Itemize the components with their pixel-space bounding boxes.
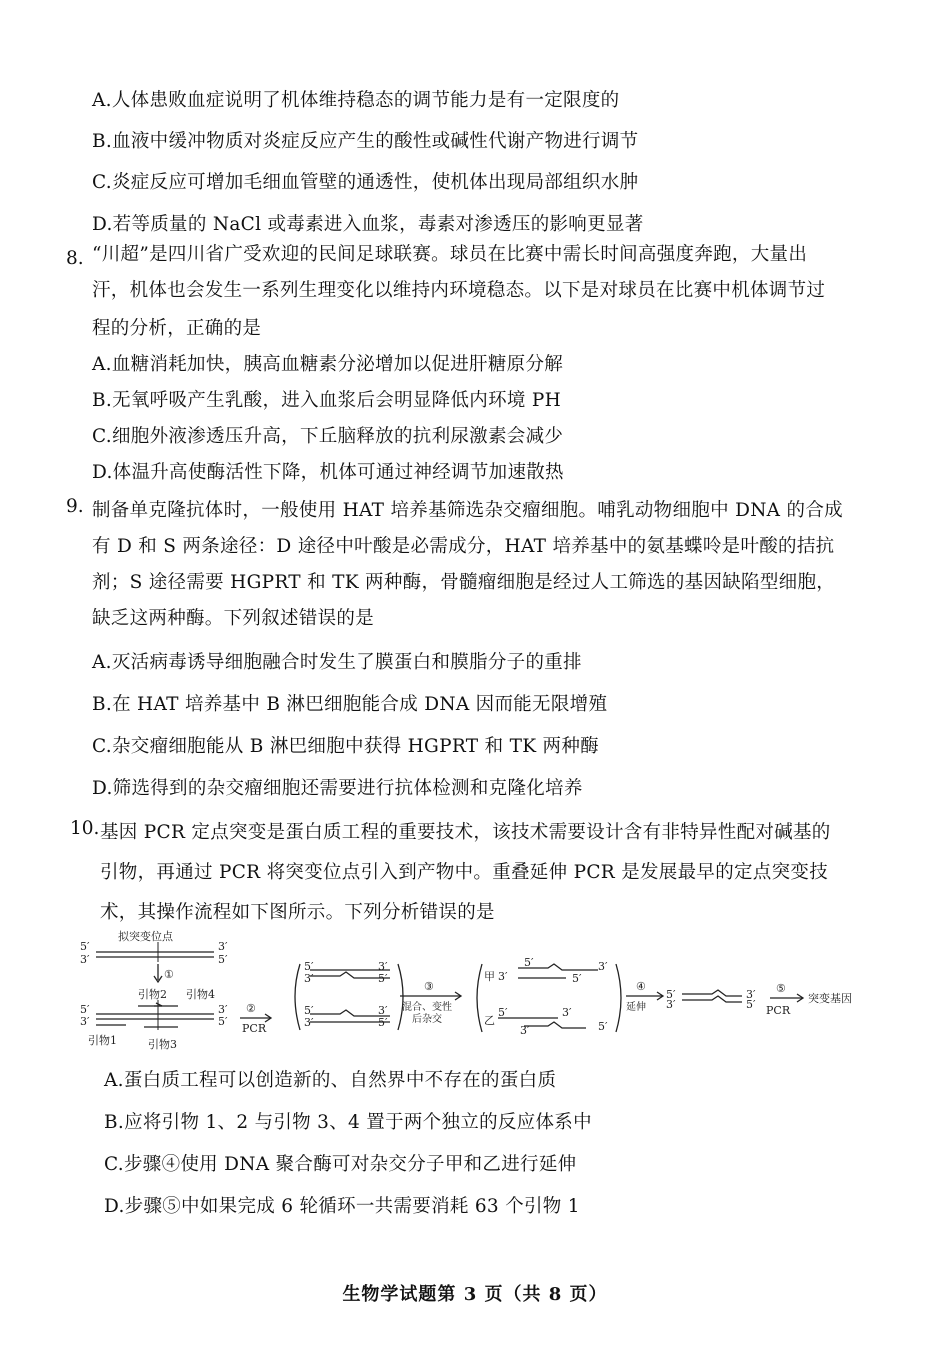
- diagram-step3: ③: [424, 980, 434, 993]
- diagram-mix-label: 混合、变性: [402, 1002, 452, 1013]
- diagram-label-5prime: 5′: [378, 1016, 388, 1029]
- diagram-yi-label: 乙: [484, 1014, 495, 1027]
- diagram-label-3prime: 3′: [378, 960, 388, 973]
- diagram-label-5prime: 5′: [666, 988, 676, 1001]
- overlap-extension-pcr-diagram: [78, 926, 878, 1056]
- q10-option-c: C.步骤④使用 DNA 聚合酶可对杂交分子甲和乙进行延伸: [104, 1154, 577, 1175]
- q10-option-b: B.应将引物 1、2 与引物 3、4 置于两个独立的反应体系中: [104, 1112, 592, 1133]
- diagram-label-3prime: 3′: [666, 998, 676, 1011]
- q10-option-d: D.步骤⑤中如果完成 6 轮循环一共需要消耗 63 个引物 1: [104, 1196, 580, 1217]
- diagram-label-5prime: 5′: [218, 1015, 228, 1028]
- q10-stem-line1: 基因 PCR 定点突变是蛋白质工程的重要技术，该技术需要设计含有非特异性配对碱基的: [100, 822, 831, 843]
- q8-option-a: A.血糖消耗加快，胰高血糖素分泌增加以促进肝糖原分解: [92, 354, 564, 375]
- diagram-label-5prime: 5′: [378, 972, 388, 985]
- page-footer: 生物学试题第 3 页（共 8 页）: [342, 1284, 608, 1305]
- q8-stem-line3: 程的分析，正确的是: [92, 318, 262, 339]
- diagram-label-3prime: 3′: [80, 1015, 90, 1028]
- diagram-label-5prime: 5′: [498, 1006, 508, 1019]
- diagram-primer3: 引物3: [148, 1038, 177, 1051]
- diagram-label-3prime: 3′: [520, 1024, 530, 1037]
- q7-option-a: A.人体患败血症说明了机体维持稳态的调节能力是有一定限度的: [92, 90, 620, 111]
- diagram-label-3prime: 3′: [598, 960, 608, 973]
- q7-option-b: B.血液中缓冲物质对炎症反应产生的酸性或碱性代谢产物进行调节: [92, 131, 639, 152]
- q9-stem-line4: 缺乏这两种酶。下列叙述错误的是: [92, 608, 375, 629]
- diagram-mutation-site: 拟突变位点: [118, 930, 173, 943]
- diagram-label-5prime: 5′: [218, 953, 228, 966]
- q9-option-a: A.灭活病毒诱导细胞融合时发生了膜蛋白和膜脂分子的重排: [92, 652, 582, 673]
- diagram-label-3prime: 3′: [304, 972, 314, 985]
- q10-stem-line2: 引物，再通过 PCR 将突变位点引入到产物中。重叠延伸 PCR 是发展最早的定点突变技: [100, 862, 828, 883]
- diagram-label-5prime: 5′: [746, 998, 756, 1011]
- q8-option-b: B.无氧呼吸产生乳酸，进入血浆后会明显降低内环境 PH: [92, 390, 562, 411]
- q9-option-c: C.杂交瘤细胞能从 B 淋巴细胞中获得 HGPRT 和 TK 两种酶: [92, 736, 599, 757]
- diagram-primer4: 引物4: [186, 988, 215, 1001]
- q9-number: 9.: [66, 496, 84, 517]
- diagram-label-5prime: 5′: [80, 940, 90, 953]
- q10-option-a: A.蛋白质工程可以创造新的、自然界中不存在的蛋白质: [104, 1070, 557, 1091]
- q9-option-d: D.筛选得到的杂交瘤细胞还需要进行抗体检测和克隆化培养: [92, 778, 583, 799]
- q10-stem-line3: 术，其操作流程如下图所示。下列分析错误的是: [100, 902, 495, 923]
- diagram-step5: ⑤: [776, 982, 786, 995]
- q8-option-c: C.细胞外液渗透压升高，下丘脑释放的抗利尿激素会减少: [92, 426, 564, 447]
- q9-stem-line3: 剂；S 途径需要 HGPRT 和 TK 两种酶，骨髓瘤细胞是经过人工筛选的基因缺陷型细胞，: [92, 572, 836, 593]
- diagram-extend-label: 延伸: [626, 1002, 646, 1013]
- q9-stem-line2: 有 D 和 S 两条途径：D 途径中叶酸是必需成分，HAT 培养基中的氨基蝶呤是叶酸的拮抗: [92, 536, 835, 557]
- diagram-step4: ④: [636, 980, 646, 993]
- diagram-label-3prime: 3′: [218, 1003, 228, 1016]
- diagram-label-3prime: 3′: [304, 1016, 314, 1029]
- q8-stem-line2: 汗，机体也会发生一系列生理变化以维持内环境稳态。以下是对球员在比赛中机体调节过: [92, 280, 826, 301]
- diagram-label-3prime: 3′: [218, 940, 228, 953]
- diagram-label-3prime: 3′: [378, 1004, 388, 1017]
- q8-option-d: D.体温升高使酶活性下降，机体可通过神经调节加速散热: [92, 462, 564, 483]
- diagram-label-5prime: 5′: [598, 1020, 608, 1033]
- diagram-label-3prime: 3′: [562, 1006, 572, 1019]
- q9-stem-line1: 制备单克隆抗体时，一般使用 HAT 培养基筛选杂交瘤细胞。哺乳动物细胞中 DNA 的合成: [92, 500, 843, 521]
- diagram-label-3prime: 3′: [746, 988, 756, 1001]
- diagram-primer1: 引物1: [88, 1034, 117, 1047]
- diagram-step2: ②: [246, 1002, 256, 1015]
- q10-number: 10.: [70, 818, 100, 839]
- diagram-label-5prime: 5′: [80, 1003, 90, 1016]
- diagram-label-5prime: 5′: [304, 960, 314, 973]
- q9-option-b: B.在 HAT 培养基中 B 淋巴细胞能合成 DNA 因而能无限增殖: [92, 694, 608, 715]
- q8-number: 8.: [66, 248, 84, 269]
- diagram-mutant-gene: 突变基因: [808, 992, 852, 1005]
- diagram-anneal-label: 后杂交: [412, 1014, 442, 1025]
- q7-option-c: C.炎症反应可增加毛细血管壁的通透性，使机体出现局部组织水肿: [92, 172, 639, 193]
- diagram-primer2: 引物2: [138, 988, 167, 1001]
- diagram-pcr-label: PCR: [242, 1022, 267, 1035]
- diagram-label-3prime: 3′: [80, 953, 90, 966]
- q8-stem-line1: “川超”是四川省广受欢迎的民间足球联赛。球员在比赛中需长时间高强度奔跑，大量出: [92, 244, 808, 265]
- diagram-jia-label: 甲: [484, 970, 495, 983]
- diagram-label-3prime: 3′: [498, 970, 508, 983]
- diagram-pcr2-label: PCR: [766, 1004, 791, 1017]
- diagram-label-5prime: 5′: [524, 956, 534, 969]
- diagram-label-5prime: 5′: [304, 1004, 314, 1017]
- diagram-label-5prime: 5′: [572, 972, 582, 985]
- q7-option-d: D.若等质量的 NaCl 或毒素进入血浆，毒素对渗透压的影响更显著: [92, 214, 644, 235]
- diagram-step1: ①: [164, 968, 174, 981]
